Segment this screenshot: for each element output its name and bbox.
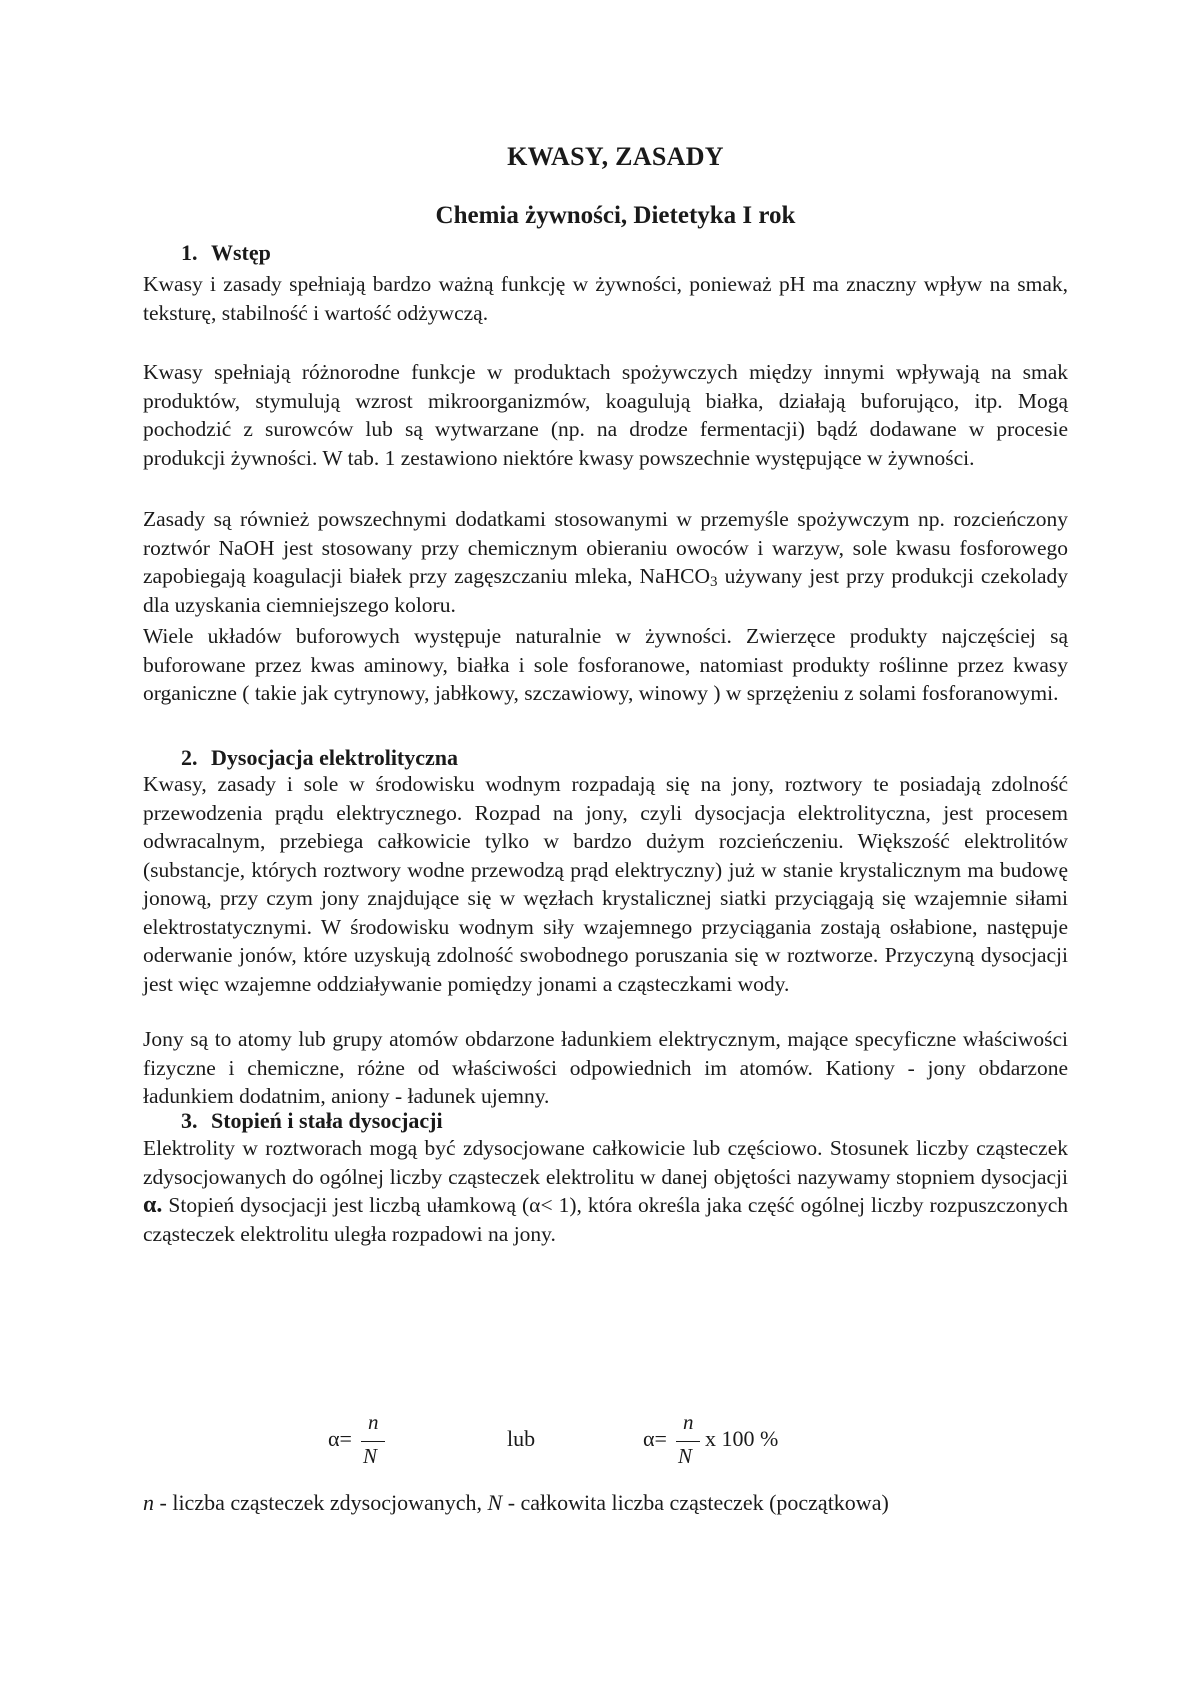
- formula-denominator: N: [363, 1444, 378, 1468]
- formula-lhs: α=: [328, 1426, 352, 1451]
- paragraph: [143, 505, 1068, 619]
- section-heading-dissociation: [181, 745, 458, 771]
- paragraph-text: używany jest przy produkcji czekolady dla uzyskania ciemniejszego koloru.: [143, 564, 1069, 617]
- formula-lhs: α=: [643, 1426, 667, 1451]
- paragraph: Kwasy i zasady spełniają bardzo ważną funkcję w żywności, ponieważ pH ma znaczny wpływ na smak, teksturę, stabilność i wartość odżywczą.: [143, 272, 1068, 325]
- section-title: Stopień i stała dysocjacji: [211, 1108, 443, 1133]
- formula-connector: lub: [507, 1426, 536, 1451]
- formula-numerator: n: [368, 1410, 379, 1434]
- section-number: 3.: [181, 1108, 198, 1133]
- legend-text: - liczba cząsteczek zdysocjowanych,: [154, 1490, 488, 1515]
- paragraph: Wiele układów buforowych występuje naturalnie w żywności. Zwierzęce produkty najczęściej są buforowane przez kwas aminowy, białka i sole fosforanowe, natomiast produkty roślinne przez kwasy organiczne ( takie jak cytrynowy, jabłkowy, szczawiowy, winowy ) w sprzężeniu z solami fosforanowymi.: [143, 624, 1068, 705]
- section-heading-intro: [181, 240, 271, 266]
- formula-row: [143, 1410, 1068, 1474]
- section-title: Dysocjacja elektrolityczna: [211, 745, 459, 770]
- paragraph: Jony są to atomy lub grupy atomów obdarzone ładunkiem elektrycznym, mające specyficzne właściwości fizyczne i chemiczne, różne od właściwości odpowiednich im atomów. Kationy - jony obdarzone ładunkiem dodatnim, aniony - ładunek ujemny.: [143, 1027, 1068, 1108]
- paragraph-text: Elektrolity w roztworach mogą być zdysocjowane całkowicie lub częściowo. Stosunek liczby cząsteczek zdysocjowanych do ogólnej liczby cząsteczek elektrolitu w danej objętości nazywamy stopniem dysocjacji: [143, 1136, 1068, 1189]
- legend-text: - całkowita liczba cząsteczek (początkowa): [502, 1490, 889, 1515]
- formula-denominator: N: [678, 1444, 693, 1468]
- paragraph-text: Stopień dysocjacji jest liczbą ułamkową (α< 1), która określa jaka część ogólnej liczby rozpuszczonych cząsteczek elektrolitu uległa rozpadowi na jony.: [143, 1193, 1068, 1246]
- paragraph: Kwasy, zasady i sole w środowisku wodnym rozpadają się na jony, roztwory te posiadają zdolność przewodzenia prądu elektrycznego. Rozpad na jony, czyli dysocjacja elektrolityczna, jest procesem odwracalnym, przebiega całkowicie tylko w bardzo dużym rozcieńczeniu. Większość elektrolitów (substancje, których roztwory wodne przewodzą prąd elektryczny) już w stanie krystalicznym ma budowę jonową, przy czym jony znajdujące się w węzłach krystalicznej siatki przyciągają się wzajemnie siłami elektrostatycznymi. W środowisku wodnym siły wzajemnego przyciągania zostają osłabione, następuje oderwanie jonów, które uzyskują zdolność swobodnego poruszania się w roztworze. Przyczyną dysocjacji jest więc wzajemne oddziaływanie pomiędzy jonami a cząsteczkami wody.: [143, 772, 1068, 996]
- section-number: 2.: [181, 745, 198, 770]
- fraction-bar: [676, 1441, 700, 1442]
- paragraph: Kwasy spełniają różnorodne funkcje w produktach spożywczych między innymi wpływają na smak produktów, stymulują wzrost mikroorganizmów, koagulują białka, działają buforująco, itp. Mogą pochodzić z surowców lub są wytwarzane (np. na drodze fermentacji) bądź dodawane w procesie produkcji żywności. W tab. 1 zestawiono niektóre kwasy powszechnie występujące w żywności.: [143, 360, 1068, 470]
- legend-symbol: n: [143, 1490, 154, 1515]
- subscript: 3: [710, 574, 718, 590]
- paragraph-text: Zasady są również powszechnymi dodatkami stosowanymi w przemyśle spożywczym np. rozcieńczony roztwór NaOH jest stosowany przy chemicznym obieraniu owoców i warzyw, sole kwasu fosforowego zapobiegają koagulacji białek przy zagęszczaniu mleka, NaHCO: [143, 507, 1068, 588]
- fraction-bar: [361, 1441, 385, 1442]
- document-title: KWASY, ZASADY: [507, 142, 724, 171]
- formula-legend: [143, 1490, 1068, 1516]
- section-number: 1.: [181, 240, 198, 265]
- paragraph: [143, 1134, 1068, 1248]
- legend-symbol: N: [487, 1490, 503, 1515]
- document-subtitle: Chemia żywności, Dietetyka I rok: [435, 202, 796, 229]
- section-heading-degree: [181, 1108, 443, 1134]
- section-title: Wstęp: [211, 240, 271, 265]
- formula-suffix: x 100 %: [705, 1426, 779, 1451]
- alpha-symbol: α.: [143, 1192, 163, 1218]
- formula-numerator: n: [683, 1410, 694, 1434]
